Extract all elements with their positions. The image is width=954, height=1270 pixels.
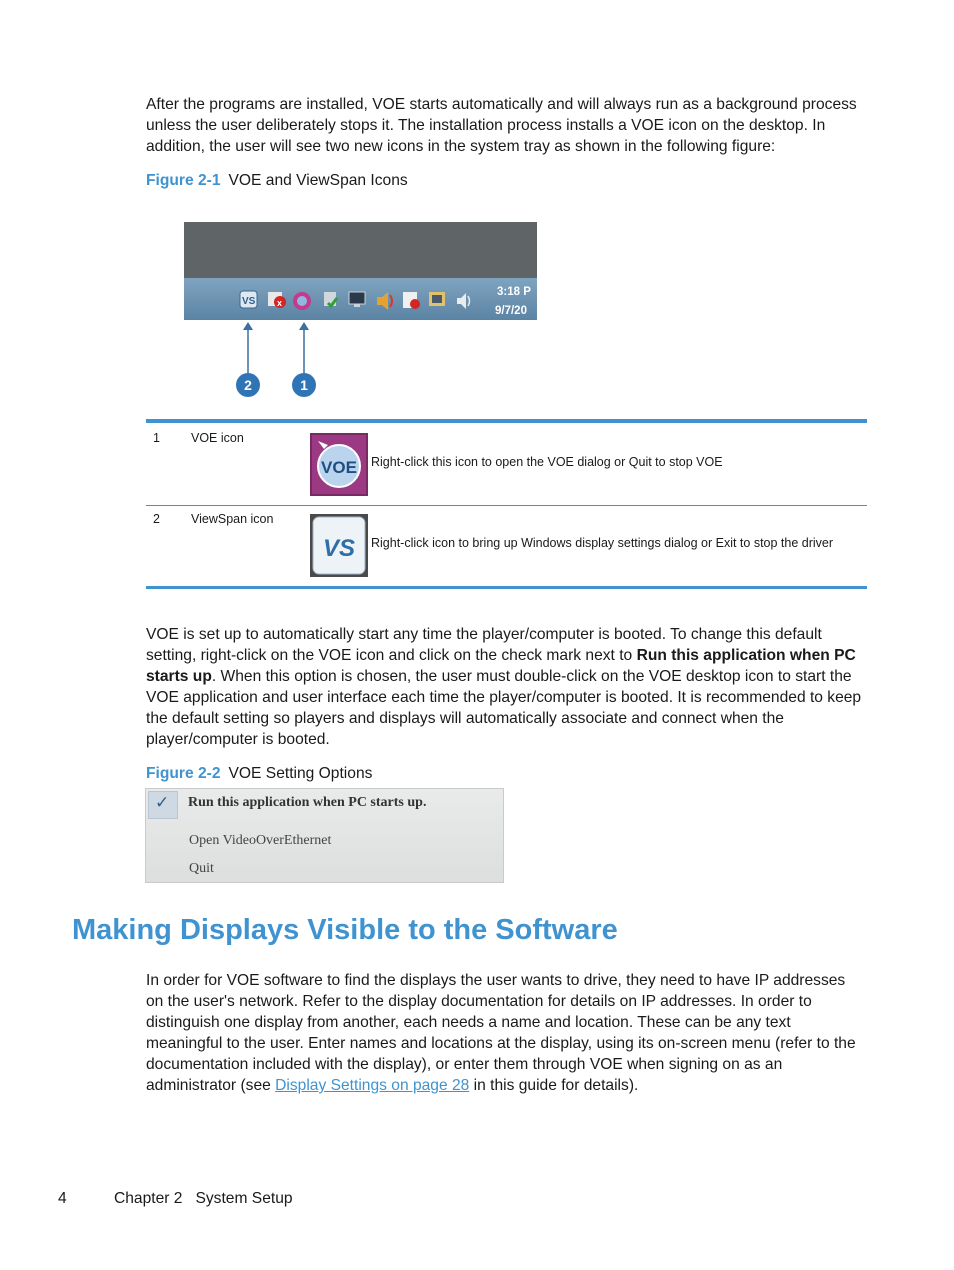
intro-paragraph: After the programs are installed, VOE starts automatically and will always run as a background process unless the user deliberately stops it. The installation process installs a VOE icon on the desktop. In addition, the user will see two new icons in the system tray as shown in the following figure:	[146, 96, 857, 155]
svg-text:VS: VS	[242, 296, 256, 307]
autostart-option-name: Run this application when PC starts up	[146, 647, 856, 685]
menu-item-run-on-startup[interactable]: Run this application when PC starts up.	[188, 795, 427, 810]
page-number: 4	[58, 1190, 67, 1207]
arrow-to-viewspan-icon	[243, 322, 253, 374]
tray-date: 9/7/20	[495, 305, 527, 317]
table-row-divider	[146, 505, 867, 506]
svg-text:VS: VS	[322, 535, 356, 562]
figure2-menu-image	[145, 788, 504, 883]
figure2-caption	[146, 765, 372, 783]
display-settings-link[interactable]: Display Settings on page 28	[275, 1077, 470, 1094]
table-row-2-name: ViewSpan icon	[191, 512, 274, 526]
table-row-1-number: 1	[153, 431, 160, 445]
viewspan-icon-large	[310, 514, 368, 577]
svg-text:2: 2	[244, 377, 252, 393]
svg-text:x: x	[277, 298, 283, 308]
table-top-rule	[146, 419, 867, 423]
table-row-2-description: Right-click icon to bring up Windows display settings dialog or Exit to stop the driver	[371, 536, 834, 550]
figure1-caption	[146, 172, 408, 190]
voe-tray-icon	[293, 292, 311, 310]
figure2-title: VOE Setting Options	[228, 765, 373, 782]
svg-text:1: 1	[300, 377, 308, 393]
table-row-2-number: 2	[153, 512, 160, 526]
check-mark-icon: ✓	[155, 793, 170, 813]
shield-icon	[324, 292, 337, 306]
tray-time: 3:18 P	[497, 286, 531, 298]
figure1-image	[184, 222, 537, 400]
table-row-1-name: VOE icon	[191, 431, 244, 445]
figure1-number: Figure 2-1	[146, 172, 221, 189]
chapter-label: Chapter 2 System Setup	[114, 1190, 293, 1207]
figure1-title: VOE and ViewSpan Icons	[228, 172, 408, 189]
section-paragraph: In order for VOE software to find the displays the user wants to drive, they need to have IP addresses on the user's network. Refer to the display documentation for details on IP addresses. In order to distinguish one display from another, each needs a name and location. These can be any text meaningful to the user. Enter names and locations at the display, using its on-screen menu (refer to the documentation included with the display), or enter them through VOE when signing on as an administrator (see Display Settings on page 28 in this guide for details).	[146, 972, 856, 1094]
voe-icon	[310, 433, 368, 496]
table-bottom-rule	[146, 586, 867, 589]
arrow-to-voe-icon	[299, 322, 309, 374]
table-row-1-description: Right-click this icon to open the VOE dialog or Quit to stop VOE	[371, 455, 723, 469]
menu-item-quit[interactable]: Quit	[189, 861, 214, 876]
svg-text:VOE: VOE	[321, 458, 357, 477]
menu-item-open-voe[interactable]: Open VideoOverEthernet	[189, 833, 332, 848]
network-warning-icon	[429, 292, 445, 306]
section-heading: Making Displays Visible to the Software	[72, 914, 618, 946]
system-tray-illustration	[184, 222, 537, 400]
autostart-paragraph: VOE is set up to automatically start any time the player/computer is booted. To change this default setting, right-click on the VOE icon and click on the check mark next to Run this application when PC starts up. When this option is chosen, the user must double-click on the VOE desktop icon to start the VOE application and user interface each time the player/computer is booted. It is recommended to keep the default setting so players and displays will automatically associate and connect when the player/computer is booted.	[146, 626, 862, 748]
viewspan-icon	[240, 291, 257, 308]
figure2-number: Figure 2-2	[146, 765, 221, 782]
callout-2	[236, 373, 260, 397]
callout-1	[292, 373, 316, 397]
